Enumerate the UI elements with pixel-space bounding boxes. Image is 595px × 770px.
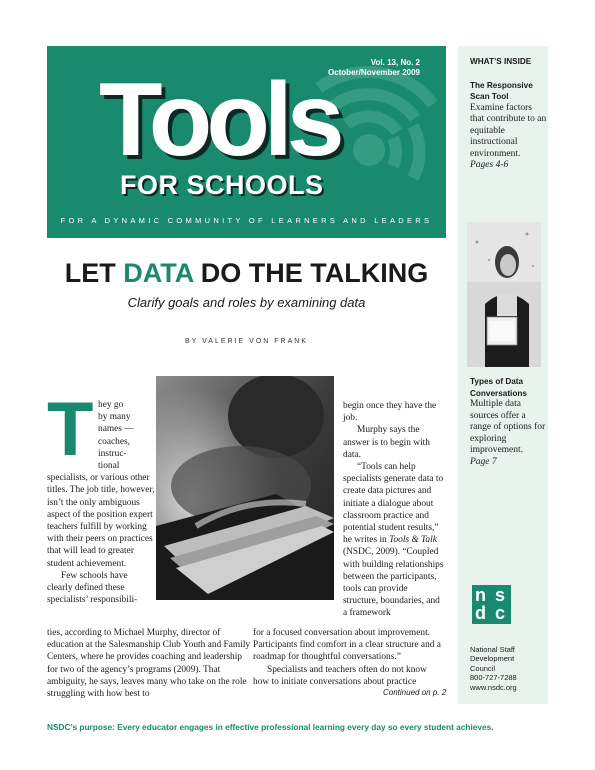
book-title: Tools & Talk [389, 535, 437, 546]
wide2-paragraph-2: Specialists and teachers often do not know how to initiate conversations about practice [253, 664, 427, 687]
headline-accent-word: DATA [123, 258, 194, 288]
masthead-tagline: FOR A DYNAMIC COMMUNITY OF LEARNERS AND LEADERS [60, 216, 433, 225]
sidebar-photo [467, 222, 541, 367]
sidebar-heading: WHAT’S INSIDE [470, 57, 532, 66]
article-bottom-right [253, 627, 444, 688]
headline-part-1: LET [64, 258, 124, 288]
issue-info [328, 58, 420, 78]
sidebar-item-1-text: Examine factors that contribute to an equitable instructional environment. [470, 102, 547, 159]
sidebar-contents-2 [470, 376, 546, 469]
photo-folders-image [156, 376, 334, 600]
col2-paragraph-1: begin once they have the job. [343, 401, 437, 424]
col1-paragraph-1: specialists, or various other titles. The job title, however, isn’t the only ambiguous aspect of the position expert teachers fulfill by working with their peers on practices that will lead to greater student achievement. [47, 473, 155, 569]
wide2-paragraph-1: for a focused conversation about improvement. Participants find comfort in a clear structure and a roadmap for thoughtful conversations.” [253, 628, 441, 663]
sidebar-contents [470, 56, 548, 172]
col1-paragraph-2: Few schools have clearly defined these specialists’ responsibili- [47, 570, 138, 606]
newsletter-subtitle: FOR SCHOOLS [120, 170, 324, 200]
col1-line-6: tional [98, 461, 120, 472]
col2-quote-a: “Tools can help specialists generate data to create data pictures and initiate a dialogue about classroom practice and potential student results,” he writes in [343, 462, 444, 546]
col2-paragraph-2: Murphy says the answer is to begin with data. [343, 425, 430, 460]
col1-line-1: hey go [98, 400, 124, 410]
org-line-2: Development [470, 654, 515, 664]
sidebar-item-1-pages[interactable]: Pages 4-6 [470, 160, 509, 171]
logo-letter-s: s [495, 585, 506, 605]
issue-date: October/November 2009 [327, 68, 420, 77]
newsletter-title: Tools [99, 62, 339, 178]
nsdc-logo [472, 585, 511, 624]
col2-paragraph-3 [343, 461, 444, 620]
purpose-statement: NSDC’s purpose: Every educator engages in effective professional learning every day so every student achieves. [47, 722, 494, 732]
article-column-2 [343, 400, 444, 620]
article-photo [156, 376, 334, 600]
sidebar-item-2-text: Multiple data sources offer a range of options for exploring improvement. [470, 399, 546, 456]
volume-number: Vol. 13, No. 2 [370, 58, 420, 67]
col1-line-2: by many [98, 412, 131, 423]
col1-line-3: names — [98, 424, 134, 435]
article-column-1 [47, 387, 155, 606]
col2-quote-b: (NSDC, 2009). “Coupled with building relationships between the participants, tools can provide structure, boundaries, and a framework [343, 547, 444, 619]
masthead [47, 46, 446, 238]
wide-paragraph: ties, according to Michael Murphy, director of education at the Salesmanship Club Youth and Family Centers, where he provides coaching and leadership for two of the agency’s programs (2009). That ambiguity, he says, leaves many who take on the role struggling with how best to [47, 628, 251, 700]
logo-letter-n: n [475, 585, 486, 605]
drop-cap: T [47, 387, 94, 472]
org-line-1: National Staff [470, 645, 515, 654]
col1-line-5: instruc- [98, 448, 127, 459]
org-line-3: Council [470, 663, 496, 673]
org-website[interactable]: www.nsdc.org [470, 682, 517, 692]
logo-letter-c: c [495, 603, 506, 623]
continued-link[interactable]: Continued on p. 2 [383, 688, 447, 697]
photo-woman-image [467, 222, 541, 367]
article-subhead: Clarify goals and roles by examining data [127, 295, 366, 310]
organization-info [470, 645, 550, 692]
article-bottom-left [47, 627, 253, 700]
org-phone: 800-727-7288 [470, 673, 517, 683]
logo-letter-d: d [475, 603, 486, 623]
sidebar-item-1-title[interactable]: The Responsive Scan Tool [470, 80, 533, 101]
headline-part-2: DO THE TALKING [193, 258, 429, 288]
article-byline: BY VALERIE VON FRANK [185, 338, 308, 345]
sidebar-item-2-pages[interactable]: Page 7 [470, 456, 497, 467]
col1-line-4: coaches, [98, 436, 131, 447]
sidebar-item-2-title[interactable]: Types of Data Conversations [470, 377, 527, 398]
article-headline [47, 256, 446, 290]
